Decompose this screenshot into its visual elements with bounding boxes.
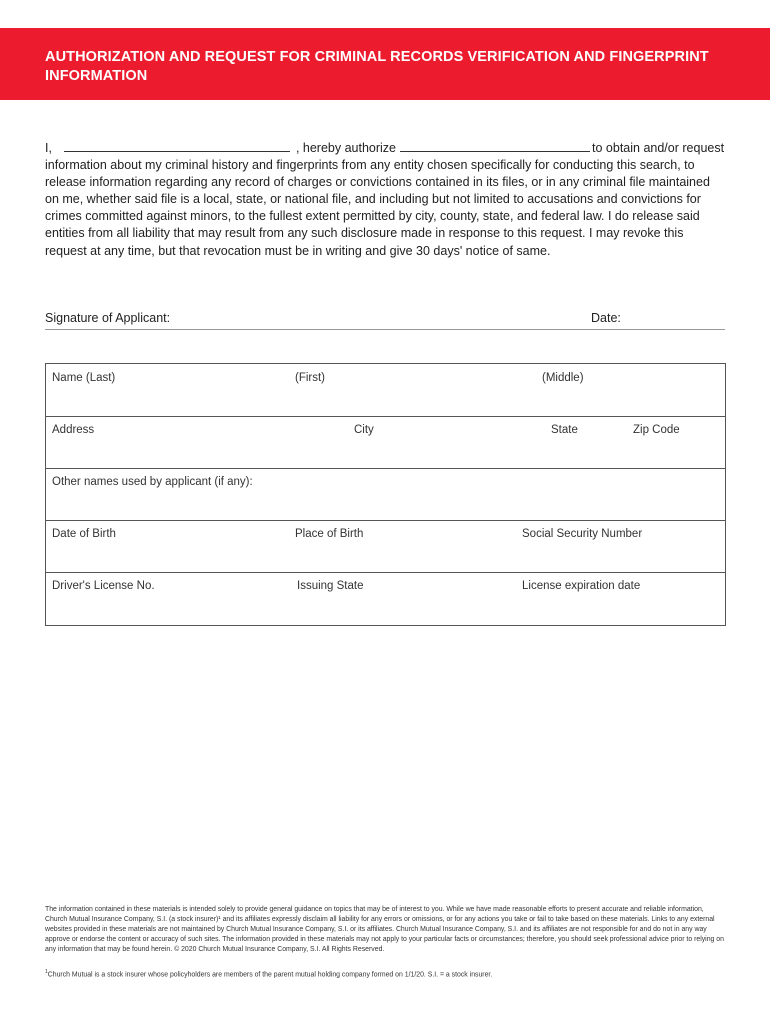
header-banner (0, 28, 770, 100)
footnote-marker: 1 (45, 969, 48, 975)
authorization-paragraph (45, 139, 725, 260)
birth-row[interactable] (46, 520, 725, 573)
auth-prefix: I, (45, 141, 52, 155)
footnote (45, 968, 725, 979)
date-label: Date: (591, 311, 621, 325)
zip-code-label: Zip Code (633, 424, 680, 436)
date-of-birth-label: Date of Birth (52, 528, 116, 540)
name-middle-label: (Middle) (542, 372, 584, 384)
legal-disclaimer: The information contained in these materials is intended solely to provide general guidance on topics that may be of interest to you. While we have made reasonable efforts to present accurate and reliable information, Church Mutual Insurance Company, S.I. (a stock insurer)¹ and its affiliates expressly disclaim all liability for any errors or omissions, or for any actions you take or fail to take based on these materials. Links to any external websites provided in these materials are not maintained by Church Mutual Insurance Company, S.I. or its affiliates. Church Mutual Insurance Company, S.I. and its affiliates are not responsible for and do not in any way approve or endorse the content or accuracy of such sites. The information provided in these materials may not apply to your particular facts or circumstances; therefore, you should seek professional advice prior to relying on any information that may be found herein. © 2020 Church Mutual Insurance Company, S.I. All Rights Reserved. (45, 906, 724, 953)
auth-body: request information about my criminal history and fingerprints from any entity chosen specifically for conducting this search, to release information regarding any record of charges or convictions contained in its files, or in any criminal file maintained on me, whether said file is a local, state, or national file, and including but not limited to accusations and convictions for crimes committed against minors, to the fullest extent permitted by city, county, state, and federal law. I do release said entities from all liability that may result from any such disclosure made in response to this request. I may revoke this request at any time, but that revocation must be in writing and give 30 days' notice of same. (45, 141, 725, 258)
other-names-row[interactable] (46, 468, 725, 521)
signature-line[interactable] (45, 311, 725, 330)
license-expiration-label: License expiration date (522, 580, 641, 592)
ssn-label: Social Security Number (522, 528, 643, 540)
place-of-birth-label: Place of Birth (295, 528, 364, 540)
name-first-label: (First) (295, 372, 326, 384)
issuing-state-label: Issuing State (297, 580, 364, 592)
name-last-label: Name (Last) (52, 372, 116, 384)
drivers-license-label: Driver's License No. (52, 580, 155, 592)
state-label: State (551, 424, 578, 436)
applicant-info-table (45, 363, 726, 626)
page-title: AUTHORIZATION AND REQUEST FOR CRIMINAL RECORDS VERIFICATION AND FINGERPRINT INFORMATION (45, 49, 709, 84)
authorized-entity-blank[interactable] (400, 139, 590, 152)
city-label: City (354, 424, 374, 436)
auth-middle: , hereby authorize (295, 141, 397, 155)
other-names-label: Other names used by applicant (if any): (52, 476, 253, 488)
license-row[interactable] (46, 572, 725, 624)
applicant-name-blank[interactable] (64, 139, 290, 152)
address-row[interactable] (46, 416, 725, 469)
auth-suffix: to obtain and/or (592, 141, 679, 155)
footnote-text: Church Mutual is a stock insurer whose policyholders are members of the parent mutual holding company formed on 1/1/20. S.I. = a stock insurer. (47, 971, 493, 979)
signature-label: Signature of Applicant: (45, 311, 171, 325)
address-label: Address (52, 424, 95, 436)
name-row[interactable] (46, 364, 725, 417)
